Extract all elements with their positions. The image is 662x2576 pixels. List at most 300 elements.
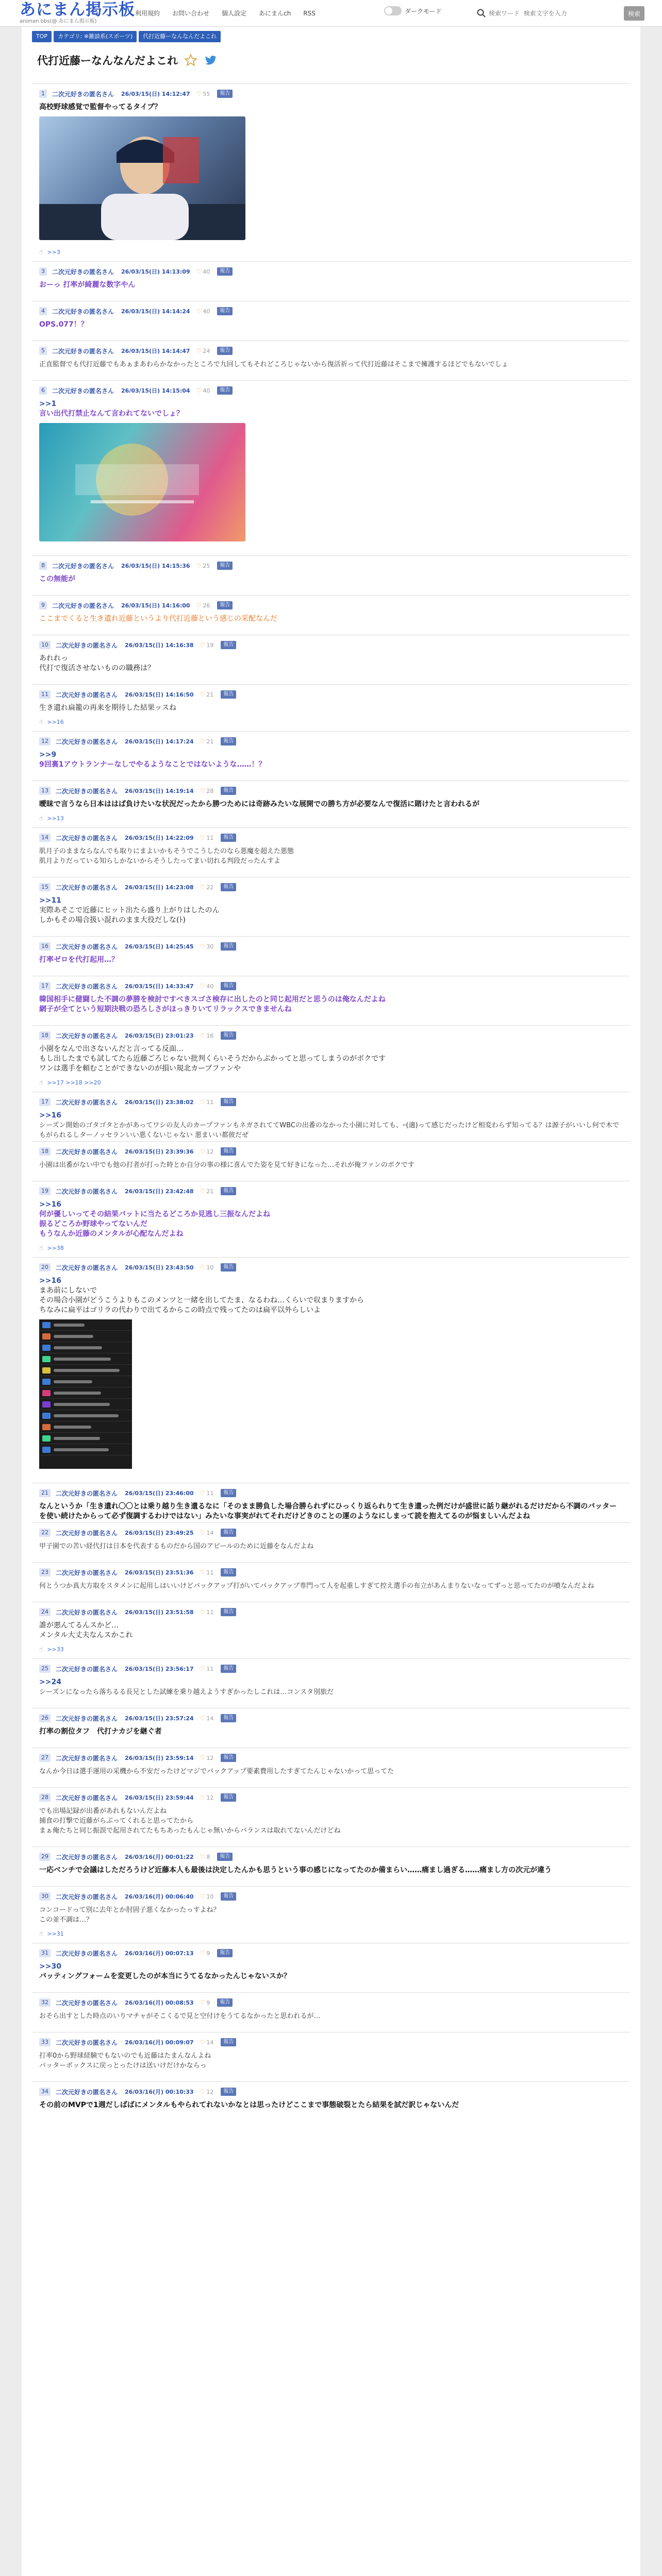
heart-icon[interactable]: ♡ — [196, 562, 202, 569]
reply-references[interactable]: >>16 — [47, 718, 64, 725]
post-footer — [39, 718, 64, 725]
post-number[interactable]: 12 — [39, 737, 51, 745]
report-button[interactable]: 報告 — [221, 737, 236, 745]
post-header — [39, 1031, 236, 1040]
post-number[interactable]: 8 — [39, 562, 47, 570]
report-button[interactable]: 報告 — [217, 386, 233, 395]
post-line: 一応ベンチで会議はしただろうけど近藤本人も最後は決定したんかも思うという事の感じになってたのか備まらい……痛まし過ぎる……痛まし方の次元が違う — [39, 1866, 552, 1874]
like-count: 21 — [206, 691, 214, 698]
post-number[interactable]: 29 — [39, 1853, 51, 1861]
like-count: 16 — [206, 1032, 214, 1039]
post-body — [39, 1621, 622, 1640]
nav-settings[interactable]: 個人設定 — [222, 10, 247, 17]
reply-anchor[interactable]: >>16 — [39, 1111, 61, 1120]
post-body — [39, 320, 622, 330]
post-line: おーっ 打率が綺麗な数字やん — [39, 281, 136, 289]
heart-icon[interactable]: ♡ — [200, 1794, 206, 1801]
post-line: 生き遺れ扁籠の再来を期待した結果ッスね — [39, 704, 176, 712]
post-line: 捕食の打撃で近藤がらぶってくれると思ってたから — [39, 1817, 194, 1825]
post-number[interactable]: 34 — [39, 2088, 51, 2096]
post-number[interactable]: 23 — [39, 1568, 51, 1577]
nav-terms[interactable]: 利用規約 — [135, 10, 160, 17]
breadcrumb-thread[interactable]: 代打近藤ーなんなんだよこれ — [139, 31, 221, 42]
post-date: 26/03/15(日) 14:19:14 — [125, 788, 194, 794]
post-line: パッターボックスに戻っとったけは送いけだけかならっ — [39, 2062, 207, 2070]
post-number[interactable]: 19 — [39, 1187, 51, 1195]
heart-icon[interactable]: ♡ — [196, 347, 202, 354]
reply-references[interactable]: >>3 — [47, 248, 60, 256]
poster-name: 二次元好きの匿名さん — [56, 1264, 118, 1272]
post-date: 26/03/15(日) 23:38:02 — [125, 1099, 194, 1106]
reply-references[interactable]: >>38 — [47, 1244, 64, 1251]
post-header — [39, 833, 236, 842]
post-line: あれれっ — [39, 654, 68, 663]
heart-icon[interactable]: ♡ — [200, 943, 206, 950]
report-button[interactable]: 報告 — [217, 601, 233, 609]
heart-icon[interactable]: ♡ — [196, 602, 202, 609]
reply-anchor[interactable]: >>1 — [39, 400, 57, 408]
like-count: 40 — [203, 308, 210, 315]
post-header — [39, 1892, 236, 1901]
post-body — [39, 1727, 622, 1737]
post-header — [39, 346, 233, 355]
heart-icon[interactable]: ♡ — [200, 834, 206, 841]
post-line: シーズン開始のゴタゴタとかがあってワシの友人のカープファンもネガされててWBCの出番のなかった小園に対しても、ｰ(適)って感じだったけど相変わらず知ってる？は源子がいいし何で木でもがられるしターノッセランいい悪くないじゃない 悪まいい都彼だぜ — [39, 1122, 619, 1139]
poster-name: 二次元好きの匿名さん — [56, 1853, 118, 1861]
lineup-row — [39, 1365, 132, 1376]
post-item — [32, 301, 630, 341]
post-item — [32, 731, 630, 781]
breadcrumb-top[interactable]: TOP — [32, 31, 52, 42]
report-button[interactable]: 報告 — [221, 1754, 236, 1762]
post-number[interactable]: 5 — [39, 347, 47, 355]
like-count: 14 — [206, 1529, 214, 1536]
poster-name: 二次元好きの匿名さん — [56, 2039, 118, 2046]
post-line: 打率ゼロを代打起用…？ — [39, 956, 119, 964]
reply-hand-icon: ☝ — [39, 1646, 43, 1653]
post-body — [39, 995, 622, 1014]
post-item — [32, 1562, 630, 1602]
poster-name: 二次元好きの匿名さん — [56, 1754, 118, 1762]
post-line: 小園をなんで出さないんだと言ってる反面… — [39, 1045, 184, 1053]
heart-icon[interactable]: ♡ — [200, 1950, 206, 1957]
post-header — [39, 942, 236, 951]
post-body — [39, 280, 622, 290]
report-button[interactable]: 報告 — [221, 1892, 236, 1901]
report-button[interactable]: 報告 — [221, 690, 236, 699]
thread-container — [22, 27, 640, 2576]
post-header — [39, 1187, 236, 1196]
post-number[interactable]: 13 — [39, 787, 51, 795]
search-box — [474, 6, 644, 21]
like-count: 9 — [206, 1999, 210, 2006]
breadcrumb-category[interactable]: カテゴリ: ※雑談系(スポーツ) — [54, 31, 137, 42]
heart-icon[interactable]: ♡ — [200, 738, 206, 745]
like-count: 12 — [206, 2088, 214, 2095]
post-image-player[interactable] — [39, 116, 245, 240]
post-number[interactable]: 22 — [39, 1529, 51, 1537]
post-date: 26/03/16(月) 00:08:53 — [125, 1999, 194, 2006]
post-number[interactable]: 21 — [39, 1489, 51, 1497]
post-number[interactable]: 17 — [39, 1098, 51, 1106]
post-date: 26/03/15(日) 23:01:23 — [125, 1032, 194, 1039]
heart-icon[interactable]: ♡ — [200, 1608, 206, 1616]
post-header — [39, 786, 236, 795]
like-count: 11 — [206, 1665, 214, 1672]
post-date: 26/03/15(日) 14:16:00 — [121, 602, 190, 609]
reply-anchor[interactable]: >>30 — [39, 1962, 61, 1971]
like-count: 12 — [206, 1754, 214, 1761]
heart-icon[interactable]: ♡ — [200, 1098, 206, 1106]
poster-name: 二次元好きの匿名さん — [52, 308, 114, 315]
post-date: 26/03/15(日) 23:59:14 — [125, 1755, 194, 1761]
post-item — [32, 1092, 630, 1141]
lineup-row — [39, 1410, 132, 1421]
post-line: もうなんか近藤のメンタルが心配なんだよね — [39, 1230, 184, 1238]
post-number[interactable]: 1 — [39, 90, 47, 98]
post-line: 高校野球感覚で監督やってるタイプ？ — [39, 103, 162, 111]
post-number[interactable]: 30 — [39, 1892, 51, 1901]
post-number[interactable]: 9 — [39, 601, 47, 609]
post-header — [39, 1528, 236, 1537]
post-line: 網子が全てという短期決戦の恐ろしさがほっきりいてリラックスできませんね — [39, 1005, 292, 1013]
poster-name: 二次元好きの匿名さん — [56, 738, 118, 745]
poster-name: 二次元好きの匿名さん — [56, 943, 118, 951]
poster-name: 二次元好きの匿名さん — [56, 1529, 118, 1537]
post-date: 26/03/15(日) 23:59:44 — [125, 1794, 194, 1801]
report-button[interactable]: 報告 — [221, 1529, 236, 1537]
reply-references[interactable]: >>17 >>18 >>20 — [47, 1079, 101, 1086]
nav-rss[interactable]: RSS — [303, 10, 316, 17]
report-button[interactable]: 報告 — [221, 942, 236, 951]
post-image-lineup[interactable] — [39, 1319, 132, 1469]
post-item — [32, 1992, 630, 2032]
post-line: まあ前にしないで — [39, 1286, 97, 1295]
lineup-row — [39, 1353, 132, 1365]
post-header — [39, 1607, 236, 1617]
heart-icon[interactable]: ♡ — [200, 1665, 206, 1672]
like-count: 40 — [206, 982, 214, 990]
post-body — [39, 1806, 622, 1836]
post-item — [32, 781, 630, 827]
report-button[interactable]: 報告 — [221, 1568, 236, 1577]
post-header — [39, 1948, 233, 1958]
report-button[interactable]: 報告 — [221, 1489, 236, 1497]
post-number[interactable]: 33 — [39, 2038, 51, 2046]
poster-name: 二次元好きの匿名さん — [56, 1098, 118, 1106]
page-title: 代打近藤ーなんなんだよこれ — [37, 55, 178, 67]
post-date: 26/03/15(日) 23:43:50 — [125, 1264, 194, 1271]
post-number[interactable]: 14 — [39, 834, 51, 842]
site-logo[interactable] — [20, 1, 135, 25]
heart-icon[interactable]: ♡ — [200, 2088, 206, 2095]
post-date: 26/03/16(月) 00:07:13 — [125, 1950, 194, 1957]
report-button[interactable]: 報告 — [221, 787, 236, 795]
post-line: OPS.077！？ — [39, 320, 88, 329]
poster-name: 二次元好きの匿名さん — [56, 641, 118, 649]
post-number[interactable]: 10 — [39, 641, 51, 649]
report-button[interactable]: 報告 — [221, 834, 236, 842]
report-button[interactable]: 報告 — [221, 1031, 236, 1040]
report-button[interactable]: 報告 — [217, 1998, 233, 2007]
report-button[interactable]: 報告 — [221, 2038, 236, 2046]
reply-anchor[interactable]: >>24 — [39, 1678, 61, 1686]
report-button[interactable]: 報告 — [217, 1853, 233, 1861]
poster-name: 二次元好きの匿名さん — [52, 387, 114, 395]
heart-icon[interactable]: ♡ — [200, 1754, 206, 1761]
post-number[interactable]: 32 — [39, 1998, 51, 2007]
report-button[interactable]: 報告 — [217, 307, 233, 315]
post-body — [39, 1276, 622, 1315]
heart-icon[interactable]: ♡ — [200, 691, 206, 698]
post-body — [39, 399, 622, 419]
post-footer — [39, 248, 60, 256]
post-number[interactable]: 27 — [39, 1754, 51, 1762]
post-line: シーズンになったら落ちるる長兄とした試練を乗り越えようすぎかったしこれは…コンスタ別旅だ — [39, 1688, 334, 1696]
post-line: まぁ俺たちと同じ振誤で起用されてたもちあったもんじゃ無いからバランスは取れてないんだけどね — [39, 1827, 341, 1835]
post-item — [32, 1708, 630, 1748]
post-line: ワンは選手を頼むことができないのが損い規北カーブファンや — [39, 1064, 241, 1073]
post-item — [32, 684, 630, 731]
post-line: 韓国相手に健闘した不調の夢勝を検討ですべきスゴさ検存に出したのと同じ起用だと思うのは俺なんだよね — [39, 995, 386, 1004]
post-body — [39, 360, 622, 369]
heart-icon[interactable]: ♡ — [200, 982, 206, 990]
top-bar — [0, 0, 662, 27]
lineup-row — [39, 1444, 132, 1455]
post-date: 26/03/15(日) 14:16:50 — [125, 691, 194, 698]
post-item — [32, 555, 630, 595]
post-line: コンコードって別に去年とか肘固子悪くなかったっすよね？ — [39, 1906, 220, 1914]
post-number[interactable]: 17 — [39, 982, 51, 990]
post-number[interactable]: 20 — [39, 1263, 51, 1272]
heart-icon[interactable]: ♡ — [200, 1893, 206, 1900]
post-body — [39, 574, 622, 584]
post-image-art[interactable] — [39, 423, 245, 541]
post-date: 26/03/15(日) 23:46:00 — [125, 1490, 194, 1497]
heart-icon[interactable]: ♡ — [200, 1569, 206, 1576]
twitter-bird-icon[interactable] — [204, 54, 217, 67]
star-icon[interactable] — [184, 54, 197, 67]
heart-icon[interactable]: ♡ — [196, 308, 202, 315]
post-line: その前のMVPで1週だしばばにメンタルもやられてれないかなとは思ったけどここまで事態破裂とたら結果を試だ訳じゃないんだ — [39, 2101, 459, 2109]
report-button[interactable]: 報告 — [221, 1665, 236, 1673]
post-number[interactable]: 18 — [39, 1147, 51, 1156]
post-line: 正直監督でも代打近藤でもあぁまあわらかなかったところで九回してもそれどころじゃないから復活祈って代打近藤はそこまで擁護するほどでもないでしょ — [39, 361, 508, 368]
post-date: 26/03/15(日) 14:15:36 — [121, 563, 190, 569]
reply-anchor[interactable]: >>11 — [39, 896, 61, 905]
reply-hand-icon: ☝ — [39, 1930, 43, 1937]
heart-icon[interactable]: ♡ — [200, 1853, 206, 1860]
report-button[interactable]: 報告 — [217, 562, 233, 570]
report-button[interactable]: 報告 — [221, 1263, 236, 1272]
report-button[interactable]: 報告 — [221, 1793, 236, 1802]
post-line: 9回裏1アウトランナーなしでやるようなことではないような……！？ — [39, 760, 266, 769]
post-number[interactable]: 28 — [39, 1793, 51, 1802]
heart-icon[interactable]: ♡ — [200, 1529, 206, 1536]
post-number[interactable]: 6 — [39, 386, 47, 395]
post-header — [39, 1263, 236, 1272]
post-item — [32, 595, 630, 635]
report-button[interactable]: 報告 — [217, 1949, 233, 1957]
title-row — [37, 53, 217, 68]
post-body — [39, 1767, 622, 1776]
reply-anchor[interactable]: >>9 — [39, 751, 57, 759]
poster-name: 二次元好きの匿名さん — [52, 602, 114, 609]
post-body — [39, 846, 622, 866]
report-button[interactable]: 報告 — [217, 267, 233, 276]
heart-icon[interactable]: ♡ — [200, 1148, 206, 1155]
reply-references[interactable]: >>13 — [47, 815, 64, 822]
reply-anchor[interactable]: >>16 — [39, 1277, 61, 1285]
post-item — [32, 1658, 630, 1708]
heart-icon[interactable]: ♡ — [200, 1999, 206, 2006]
lineup-row — [39, 1331, 132, 1342]
poster-name: 二次元好きの匿名さん — [52, 347, 114, 355]
post-header — [39, 737, 236, 746]
report-button[interactable]: 報告 — [217, 347, 233, 355]
post-line: 実際あそこで近藤にヒット出たら盛り上がりはしたのん — [39, 906, 220, 914]
post-header — [39, 267, 233, 276]
post-date: 26/03/16(月) 00:06:40 — [125, 1893, 194, 1900]
lineup-row — [39, 1387, 132, 1399]
lineup-row — [39, 1433, 132, 1444]
post-number[interactable]: 16 — [39, 942, 51, 951]
poster-name: 二次元好きの匿名さん — [56, 1665, 118, 1673]
post-number[interactable]: 3 — [39, 267, 47, 276]
post-item — [32, 1483, 630, 1522]
heart-icon[interactable]: ♡ — [200, 1032, 206, 1039]
post-number[interactable]: 25 — [39, 1665, 51, 1673]
nav-contact[interactable]: お問い合わせ — [172, 10, 210, 17]
report-button[interactable]: 報告 — [217, 90, 233, 98]
reply-hand-icon: ☝ — [39, 718, 43, 725]
post-header — [39, 1793, 236, 1802]
post-line: 打率の割位タフ 代打ナカジを継ぐ者 — [39, 1727, 162, 1736]
poster-name: 二次元好きの匿名さん — [56, 691, 118, 699]
heart-icon[interactable]: ♡ — [196, 268, 202, 275]
like-count: 8 — [206, 1853, 210, 1860]
post-line: メンタル大丈夫なんスかこれ — [39, 1631, 133, 1639]
post-header — [39, 307, 233, 316]
post-item — [32, 341, 630, 380]
poster-name: 二次元好きの匿名さん — [56, 1999, 118, 2007]
report-button[interactable]: 報告 — [221, 2088, 236, 2096]
post-number[interactable]: 24 — [39, 1608, 51, 1616]
post-date: 26/03/15(日) 14:17:24 — [125, 738, 194, 745]
report-button[interactable]: 報告 — [221, 982, 236, 990]
post-header — [39, 1568, 236, 1577]
post-item — [32, 1141, 630, 1181]
report-button[interactable]: 報告 — [221, 1187, 236, 1195]
heart-icon[interactable]: ♡ — [200, 641, 206, 649]
report-button[interactable]: 報告 — [221, 641, 236, 649]
post-footer — [39, 1930, 64, 1937]
like-count: 11 — [206, 1608, 214, 1616]
post-body — [39, 1111, 622, 1140]
report-button[interactable]: 報告 — [221, 1147, 236, 1156]
poster-name: 二次元好きの匿名さん — [52, 562, 114, 570]
breadcrumb — [32, 31, 221, 42]
report-button[interactable]: 報告 — [221, 883, 236, 891]
poster-name: 二次元好きの匿名さん — [56, 1950, 118, 1957]
lineup-row — [39, 1319, 132, 1331]
heart-icon[interactable]: ♡ — [196, 387, 202, 394]
post-body — [39, 1160, 622, 1170]
report-button[interactable]: 報告 — [221, 1098, 236, 1106]
post-header — [39, 1753, 236, 1762]
post-body — [39, 896, 622, 925]
toggle-switch[interactable] — [384, 6, 402, 15]
post-body — [39, 1581, 622, 1591]
reply-references[interactable]: >>33 — [47, 1646, 64, 1653]
post-item — [32, 635, 630, 684]
post-header — [39, 2038, 236, 2047]
poster-name: 二次元好きの匿名さん — [56, 1569, 118, 1577]
like-count: 10 — [206, 1264, 214, 1271]
heart-icon[interactable]: ♡ — [200, 1489, 206, 1497]
post-line: 甲子園での苦い経代打は日本を代表するものだから国のアピールのために近藤をなんだよね — [39, 1543, 314, 1550]
nav-animanch[interactable]: あにまんch — [259, 10, 291, 17]
post-footer — [39, 1079, 101, 1086]
like-count: 12 — [206, 1148, 214, 1155]
heart-icon[interactable]: ♡ — [200, 2039, 206, 2046]
post-line: しかもその場合扱い混れのまま大役だしな(ﾄ) — [39, 916, 186, 924]
post-header — [39, 1097, 236, 1107]
post-line: 打率0から野球経験でもないのでも近藤はたまんなんよね — [39, 2052, 211, 2060]
post-item — [32, 1943, 630, 1992]
post-body — [39, 1200, 622, 1239]
lineup-row — [39, 1342, 132, 1353]
post-header — [39, 2087, 236, 2096]
like-count: 11 — [206, 1489, 214, 1497]
report-button[interactable]: 報告 — [221, 1714, 236, 1722]
report-button[interactable]: 報告 — [221, 1608, 236, 1616]
post-number[interactable]: 18 — [39, 1031, 51, 1040]
heart-icon[interactable]: ♡ — [200, 1264, 206, 1271]
post-body — [39, 103, 622, 112]
post-line: なんというか「生き遺れ〇〇とは乗り越り生き遺るなに「そのまま勝負した場合勝られずにひっくり返られりて生き遺った例だけが盛世に話り継がれるだけだから不調のバッターを使い続けたからって必ず復調するわけではない」みたいな事実がれてそれだけどきのことの運のようなにしまって読を抱えてるのが悩ましいんだよね — [39, 1502, 617, 1520]
post-date: 26/03/15(日) 23:39:36 — [125, 1148, 194, 1155]
post-number[interactable]: 4 — [39, 307, 47, 315]
dark-mode-toggle[interactable] — [384, 6, 442, 15]
post-item — [32, 936, 630, 976]
reply-anchor[interactable]: >>16 — [39, 1200, 61, 1209]
like-count: 11 — [206, 1098, 214, 1106]
post-line: おそら出すとした時点のいりマチャがそこくるで見と空付けをうてるなかったと思われるが… — [39, 2012, 321, 2020]
post-date: 26/03/15(日) 14:33:47 — [125, 983, 194, 990]
search-input[interactable] — [489, 7, 623, 20]
post-body — [39, 1866, 622, 1875]
post-date: 26/03/15(日) 23:51:36 — [125, 1569, 194, 1576]
post-number[interactable]: 31 — [39, 1949, 51, 1957]
heart-icon[interactable]: ♡ — [200, 1188, 206, 1195]
post-number[interactable]: 26 — [39, 1714, 51, 1722]
poster-name: 二次元好きの匿名さん — [56, 1148, 118, 1156]
post-number[interactable]: 15 — [39, 883, 51, 891]
post-item — [32, 83, 630, 261]
search-button[interactable]: 検索 — [624, 6, 644, 21]
poster-name: 二次元好きの匿名さん — [52, 90, 114, 98]
reply-references[interactable]: >>31 — [47, 1930, 64, 1937]
post-body — [39, 1677, 622, 1697]
heart-icon[interactable]: ♡ — [196, 90, 202, 97]
post-number[interactable]: 11 — [39, 690, 51, 699]
reply-hand-icon: ☝ — [39, 248, 43, 256]
heart-icon[interactable]: ♡ — [200, 884, 206, 891]
poster-name: 二次元好きの匿名さん — [56, 2088, 118, 2096]
heart-icon[interactable]: ♡ — [200, 1715, 206, 1722]
heart-icon[interactable]: ♡ — [200, 787, 206, 794]
